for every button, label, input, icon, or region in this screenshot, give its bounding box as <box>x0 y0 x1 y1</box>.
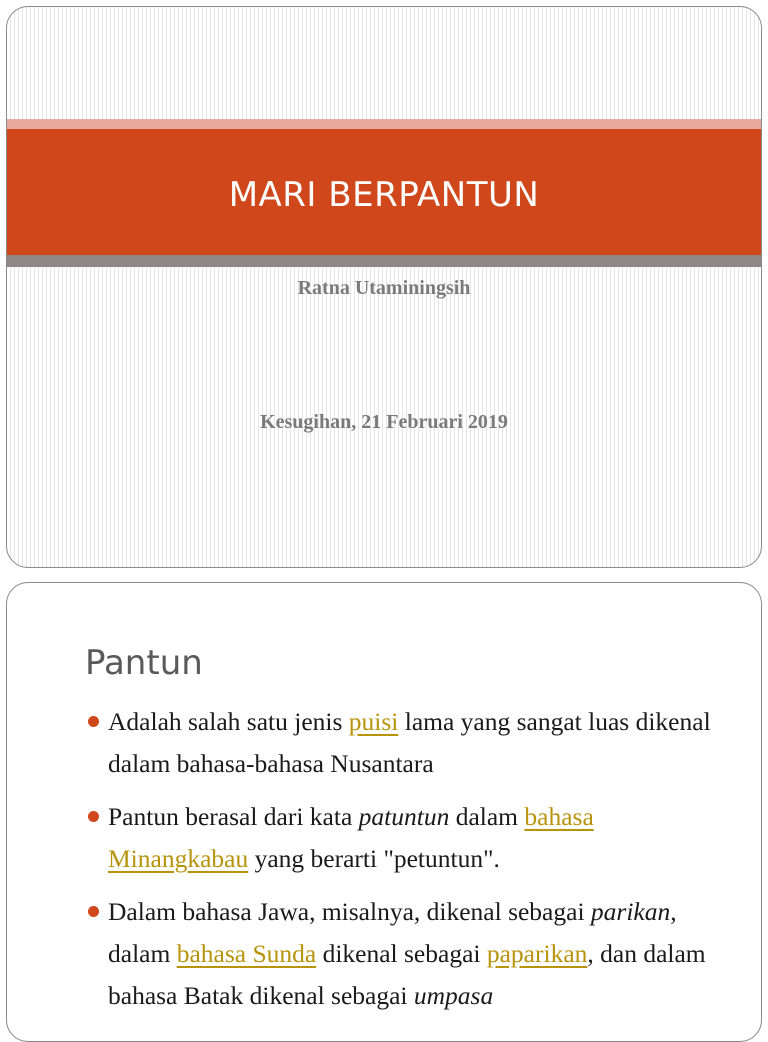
bullet-text: dikenal sebagai <box>316 939 487 968</box>
bullet-list <box>85 701 725 1028</box>
bullet-text: Adalah salah satu jenis <box>108 707 349 736</box>
link-paparikan[interactable]: paparikan <box>486 939 588 968</box>
title-slide <box>6 6 762 568</box>
title-top-strip <box>7 119 761 129</box>
bullet-text: yang berarti "petuntun". <box>248 844 500 873</box>
bullet-text: lama yang sangat luas dikenal dalam bahasa-bahasa Nusantara <box>108 707 711 778</box>
content-slide <box>6 582 762 1042</box>
author-name: Ratna Utaminingsih <box>297 277 471 299</box>
bullet-text: Pantun berasal dari kata <box>108 802 359 831</box>
bullet-dot-icon <box>88 716 99 727</box>
bullet-item-regional-names <box>85 891 725 1017</box>
bullet-item-definition <box>85 701 725 785</box>
link-bahasa-minangkabau[interactable]: bahasa Minangkabau <box>108 802 594 873</box>
link-puisi[interactable]: puisi <box>348 707 399 736</box>
place-date: Kesugihan, 21 Februari 2019 <box>260 411 508 433</box>
bullet-dot-icon <box>88 906 99 917</box>
italic-term: umpasa <box>413 981 494 1010</box>
link-bahasa-sunda[interactable]: bahasa Sunda <box>176 939 317 968</box>
bullet-dot-icon <box>88 811 99 822</box>
bullet-text: , dan dalam bahasa Batak dikenal sebagai <box>108 939 706 1010</box>
italic-term: parikan <box>590 897 671 926</box>
italic-term: patuntun <box>358 802 450 831</box>
bullet-item-origin <box>85 796 725 880</box>
title-band <box>7 129 761 255</box>
title-bottom-strip <box>7 255 761 267</box>
slide-heading: Pantun <box>85 643 203 683</box>
bullet-text: dalam <box>449 802 525 831</box>
bullet-text: , dalam <box>108 897 677 968</box>
slide-title: MARI BERPANTUN <box>228 175 540 215</box>
bullet-text: Dalam bahasa Jawa, misalnya, dikenal sebagai <box>108 897 591 926</box>
